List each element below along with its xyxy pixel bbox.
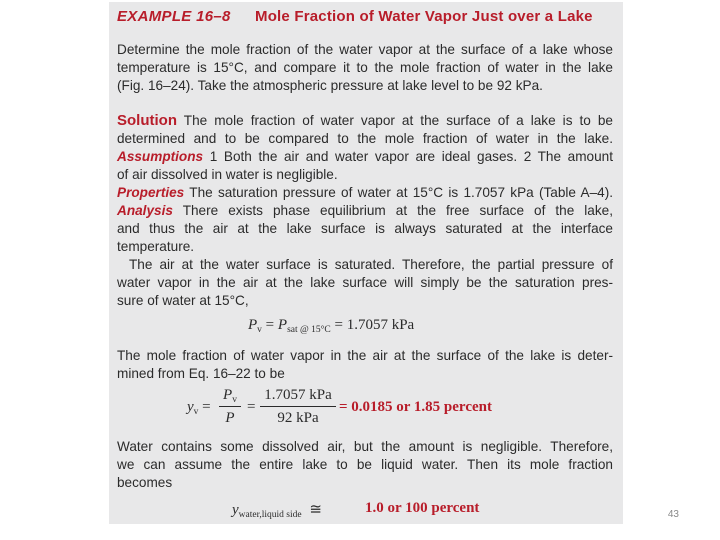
example-header	[117, 8, 613, 30]
solution-label: Solution	[117, 112, 177, 129]
analysis-line-2: and thus the air at the lake surface is always saturated at the interface	[117, 221, 613, 236]
para2-line-2: water vapor in the air at the lake surface will simply be the saturation pres-	[117, 275, 613, 290]
para4-line-2: we can assume the entire lake to be liquid water. Then its mole fraction	[117, 457, 613, 472]
properties-text: The saturation pressure of water at 15°C is 1.7057 kPa (Table A–4).	[189, 185, 613, 200]
properties-label: Properties	[117, 185, 185, 200]
properties-line	[117, 184, 613, 202]
para4-line-1: Water contains some dissolved air, but the amount is negligible. Therefore,	[117, 439, 613, 454]
para2-line-1: The air at the water surface is saturated. Therefore, the partial pressure of	[129, 257, 613, 272]
analysis-line-3: temperature.	[117, 239, 195, 254]
mole-fraction-result: = 0.0185 or 1.85 percent	[339, 399, 492, 415]
problem-line-3: (Fig. 16–24). Take the atmospheric pressure at lake level to be 92 kPa.	[117, 78, 543, 93]
solution-line-2: determined and to be compared to the mole fraction of water in the lake.	[117, 131, 613, 146]
liquid-fraction-result: 1.0 or 100 percent	[365, 500, 480, 516]
analysis-text: There exists phase equilibrium at the free surface of the lake,	[182, 203, 613, 218]
para3-line-2: mined from Eq. 16–22 to be	[117, 366, 285, 381]
analysis-label: Analysis	[117, 203, 173, 218]
page-number: 43	[667, 509, 679, 520]
solution-line-1	[117, 112, 613, 130]
para4-line-3: becomes	[117, 475, 173, 490]
assumptions-line-2: of air dissolved in water is negligible.	[117, 167, 338, 182]
equation-partial-pressure: $P_v = P_{sat @ 15^\circ C} = 1.7057$ kPa	[248, 317, 415, 335]
assumptions-text: 1 Both the air and water vapor are ideal gases. 2 The amount	[209, 149, 614, 164]
para2-line-3: sure of water at 15°C,	[117, 293, 249, 308]
assumptions-label: Assumptions	[117, 149, 204, 164]
problem-line-2: temperature is 15°C, and compare it to the mole fraction of water in the lake	[117, 60, 613, 75]
assumptions-line-1	[117, 148, 613, 166]
analysis-line-1	[117, 202, 613, 220]
example-title: Mole Fraction of Water Vapor Just over a Lake	[255, 8, 593, 25]
solution-text: The mole fraction of water vapor at the surface of a lake is to be	[183, 113, 613, 128]
problem-line-1: Determine the mole fraction of the water vapor at the surface of a lake whose	[117, 42, 613, 57]
para3-line-1: The mole fraction of water vapor in the air at the surface of the lake is deter-	[117, 348, 613, 363]
example-number: EXAMPLE 16–8	[117, 8, 231, 25]
